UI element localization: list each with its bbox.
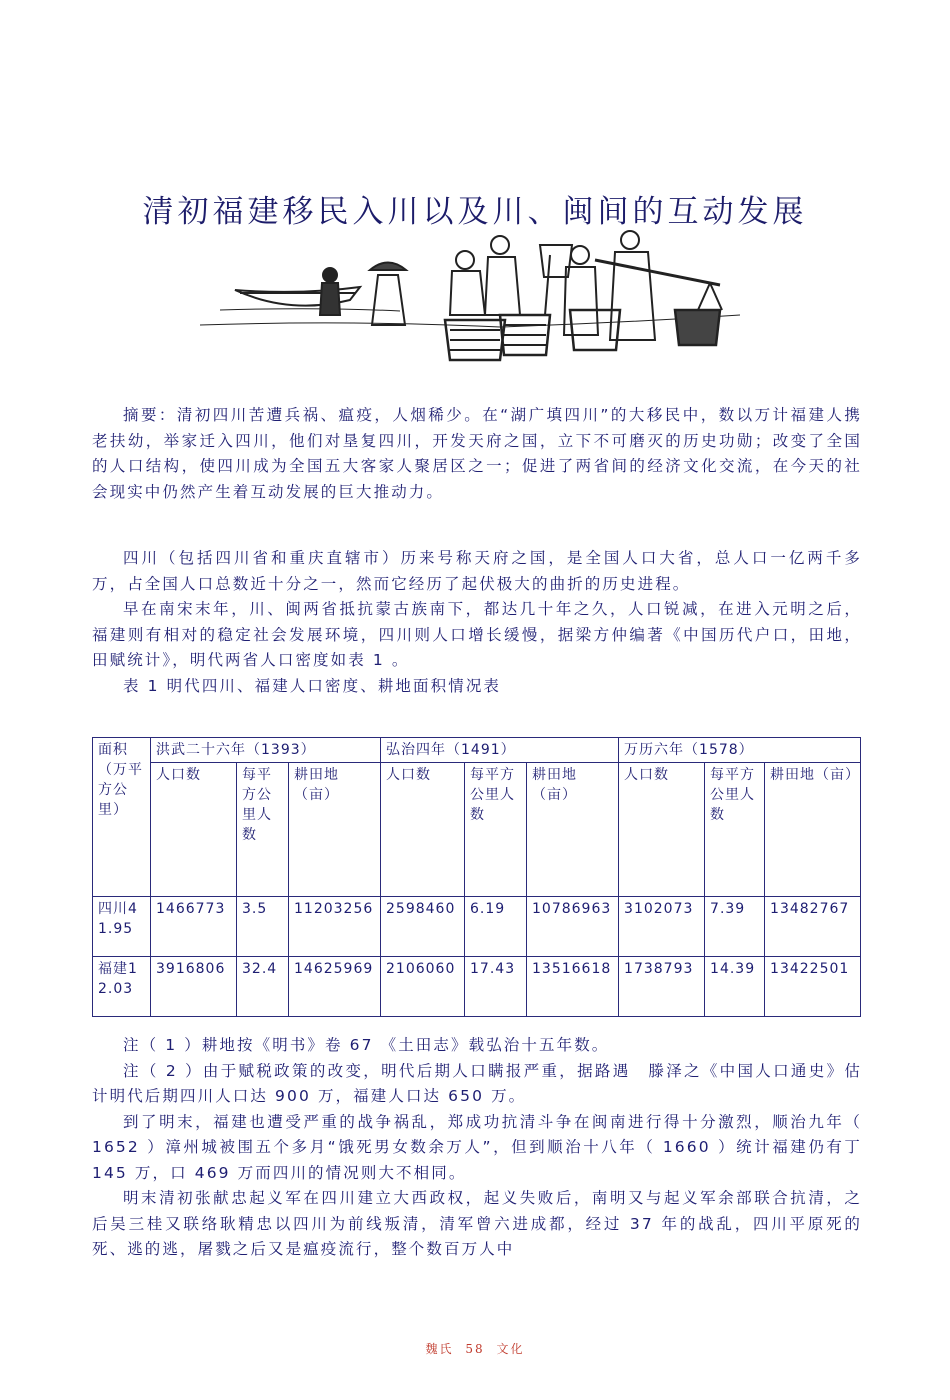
table-header-row bbox=[93, 738, 861, 763]
table-cell: 10786963 bbox=[527, 897, 619, 957]
table-cell: 17.43 bbox=[465, 957, 527, 1017]
corner-header: 面积（万平方公里） bbox=[93, 738, 151, 897]
period-header: 弘治四年（1491） bbox=[381, 738, 619, 763]
table-row bbox=[93, 897, 861, 957]
sub-header: 每平方公里人数 bbox=[237, 763, 289, 897]
table-cell: 14.39 bbox=[705, 957, 765, 1017]
period-header: 万历六年（1578） bbox=[619, 738, 861, 763]
page-title: 清初福建移民入川以及川、闽间的互动发展 bbox=[142, 193, 808, 230]
paragraph: 四川（包括四川省和重庆直辖市）历来号称天府之国，是全国人口大省，总人口一亿两千多万，占全国人口总数近十分之一，然而它经历了起伏极大的曲折的历史进程。 bbox=[92, 549, 862, 593]
page-number: 58 bbox=[465, 1342, 485, 1356]
page-footer bbox=[0, 1340, 950, 1357]
sub-header: 人口数 bbox=[151, 763, 237, 897]
table-cell: 3102073 bbox=[619, 897, 705, 957]
abstract bbox=[92, 403, 862, 505]
sub-header: 耕田地（亩） bbox=[765, 763, 861, 897]
table-caption: 表 1 明代四川、福建人口密度、耕地面积情况表 bbox=[123, 676, 502, 695]
table-cell: 1466773 bbox=[151, 897, 237, 957]
paragraph: 明末清初张献忠起义军在四川建立大西政权，起义失败后，南明又与起义军余部联合抗清，之后吴三桂又联络耿精忠以四川为前线叛清，清军曾六进成都，经过 37 年的战乱，四川平原死的死、逃的逃，屠戮之后又是瘟疫流行，整个数百万人中 bbox=[92, 1189, 862, 1258]
table-cell: 14625969 bbox=[289, 957, 381, 1017]
body-section-1 bbox=[92, 546, 862, 699]
region-cell: 四川41.95 bbox=[93, 897, 151, 957]
table-cell: 1738793 bbox=[619, 957, 705, 1017]
body-section-2 bbox=[92, 1033, 862, 1263]
paragraph: 到了明末，福建也遭受严重的战争祸乱，郑成功抗清斗争在闽南进行得十分激烈，顺治九年（ 1652 ）漳州城被围五个多月“饿死男女数余万人”，但到顺治十八年（ 1660 ）统计福建仍有丁 145 万，口 469 万而四川的情况则大不相同。 bbox=[92, 1112, 862, 1182]
sub-header: 人口数 bbox=[381, 763, 465, 897]
table-subheader-row bbox=[93, 763, 861, 897]
table-cell: 2598460 bbox=[381, 897, 465, 957]
sub-header: 耕田地（亩） bbox=[527, 763, 619, 897]
table-cell: 13516618 bbox=[527, 957, 619, 1017]
sub-header: 每平方公里人数 bbox=[465, 763, 527, 897]
table-cell: 13422501 bbox=[765, 957, 861, 1017]
table-row bbox=[93, 957, 861, 1017]
table-cell: 6.19 bbox=[465, 897, 527, 957]
abstract-text: 摘要：清初四川苦遭兵祸、瘟疫，人烟稀少。在“湖广填四川”的大移民中，数以万计福建人携老扶幼，举家迁入四川，他们对垦复四川，开发天府之国，立下不可磨灭的历史功勋；改变了全国的人口结构，使四川成为全国五大客家人聚居区之一；促进了两省间的经济文化交流，在今天的社会现实中仍然产生着互动发展的巨大推动力。 bbox=[92, 406, 862, 501]
footer-left: 魏氏 bbox=[425, 1342, 454, 1356]
paragraph: 早在南宋末年，川、闽两省抵抗蒙古族南下，都达几十年之久，人口锐减，在进入元明之后，福建则有相对的稳定社会发展环境，四川则人口增长缓慢，据梁方仲编著《中国历代户口，田地，田赋统计》，明代两省人口密度如表 1 。 bbox=[92, 600, 862, 669]
period-header: 洪武二十六年（1393） bbox=[151, 738, 381, 763]
table-cell: 13482767 bbox=[765, 897, 861, 957]
fishing-village-illustration-icon bbox=[200, 215, 740, 375]
paragraph: 注（ 2 ）由于赋税政策的改变，明代后期人口瞒报严重，据路遇 滕泽之《中国人口通史》估计明代后期四川人口达 900 万，福建人口达 650 万。 bbox=[92, 1061, 862, 1105]
table-cell: 32.4 bbox=[237, 957, 289, 1017]
footer-right: 文化 bbox=[496, 1342, 525, 1356]
table-cell: 3.5 bbox=[237, 897, 289, 957]
table-cell: 11203256 bbox=[289, 897, 381, 957]
table-cell: 7.39 bbox=[705, 897, 765, 957]
sub-header: 每平方公里人数 bbox=[705, 763, 765, 897]
sub-header: 耕田地（亩） bbox=[289, 763, 381, 897]
sub-header: 人口数 bbox=[619, 763, 705, 897]
table-cell: 2106060 bbox=[381, 957, 465, 1017]
table-cell: 3916806 bbox=[151, 957, 237, 1017]
region-cell: 福建12.03 bbox=[93, 957, 151, 1017]
paragraph: 注（ 1 ）耕地按《明书》卷 67 《土田志》载弘治十五年数。 bbox=[123, 1036, 610, 1054]
population-table bbox=[92, 737, 861, 1017]
